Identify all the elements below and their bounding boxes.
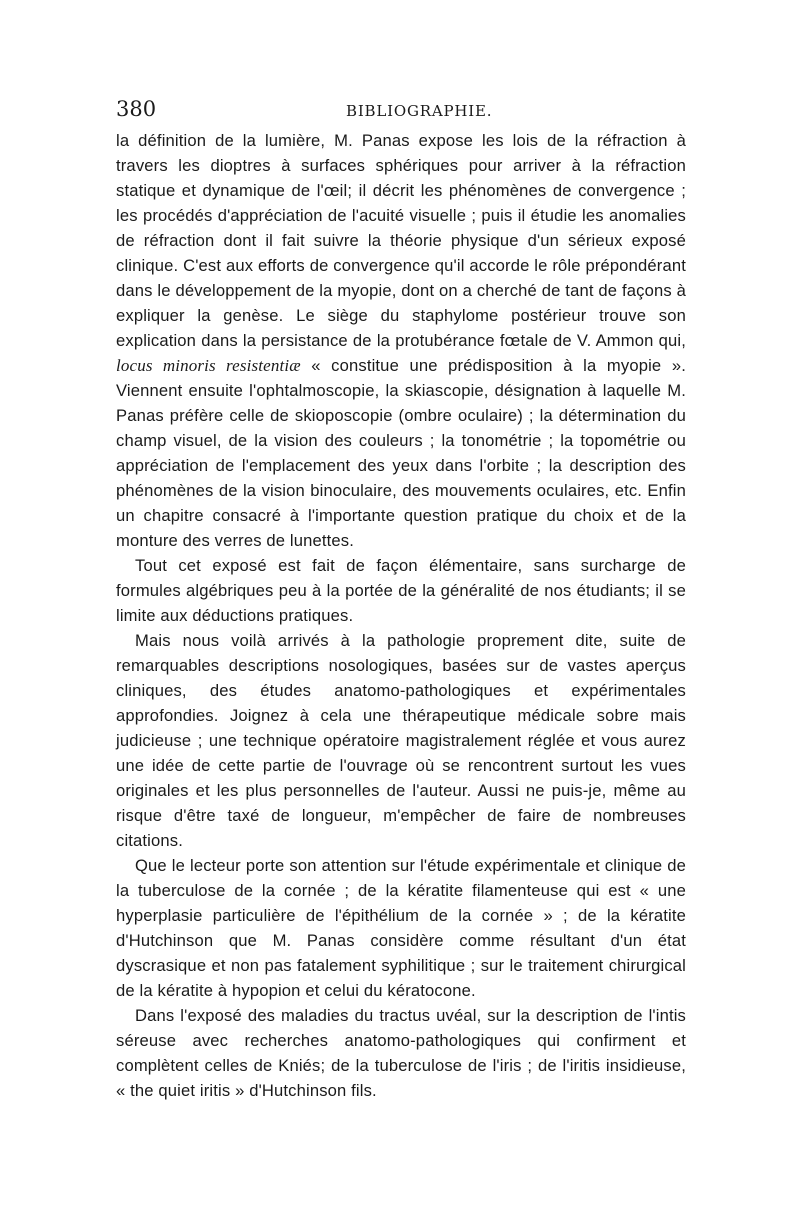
paragraph-2: Tout cet exposé est fait de façon élémentaire, sans surcharge de formules algébriques peu à la portée de la généralité de nos étudiants; il se limite aux déductions pratiques. — [116, 556, 686, 625]
latin-phrase: locus minoris resistentiæ — [116, 356, 301, 375]
paragraph-4: Que le lecteur porte son attention sur l'étude expérimentale et clinique de la tuberculose de la cornée ; de la kératite filamenteuse qui est « une hyperplasie particulière de l'épithélium de la cornée » ; de la kératite d'Hutchinson que M. Panas considère comme résultant d'un état dyscrasique et non pas fatalement syphilitique ; sur le traitement chirurgical de la kératite à hypopion et celui du kératocone. — [116, 856, 686, 1000]
paragraph-1 — [116, 128, 686, 553]
paragraph-3: Mais nous voilà arrivés à la pathologie proprement dite, suite de remarquables descriptions nosologiques, basées sur de vastes aperçus cliniques, des études anatomo-pathologiques et expérimentales approfondies. Joignez à cela une thérapeutique médicale sobre mais judicieuse ; une technique opératoire magistralement réglée et vous aurez une idée de cette partie de l'ouvrage où se rencontrent surtout les vues originales et les plus personnelles de l'auteur. Aussi ne puis-je, même au risque d'être taxé de longueur, m'empêcher de faire de nombreuses citations. — [116, 631, 686, 850]
paragraph-5: Dans l'exposé des maladies du tractus uvéal, sur la description de l'intis séreuse avec recherches anatomo-pathologiques qui confirment et complètent celles de Kniés; de la tuberculose de l'iris ; de l'iritis insidieuse, « the quiet iritis » d'Hutchinson fils. — [116, 1006, 686, 1100]
body-text — [116, 128, 686, 1103]
page-header — [116, 96, 690, 126]
page-number: 380 — [116, 97, 157, 121]
paragraph-1-text-before: la définition de la lumière, M. Panas expose les lois de la réfraction à travers les dioptres à surfaces sphériques pour arriver à la réfraction statique et dynamique de l'œil; il décrit les phénomènes de convergence ; les procédés d'appréciation de l'acuité visuelle ; puis il étudie les anomalies de réfraction dont il fait suivre la théorie physique d'un sérieux exposé clinique. C'est aux efforts de convergence qu'il accorde le rôle prépondérant dans le développement de la myopie, dont on a cherché de tant de façons à expliquer la genèse. Le siège du staphylome postérieur trouve son explication dans la persistance de la protubérance fœtale de V. Ammon qui, — [116, 131, 686, 350]
paragraph-1-text-after: « constitue une prédisposition à la myopie ». Viennent ensuite l'ophtalmoscopie, la skiascopie, désignation à laquelle M. Panas préfère celle de skioposcopie (ombre oculaire) ; la détermination du champ visuel, de la vision des couleurs ; la tonométrie ; la topométrie ou appréciation de l'emplacement des yeux dans l'orbite ; la description des phénomènes de la vision binoculaire, des mouvements oculaires, etc. Enfin un chapitre consacré à l'importante question pratique du choix et de la monture des verres de lunettes. — [116, 356, 686, 550]
running-head: BIBLIOGRAPHIE. — [346, 102, 493, 120]
